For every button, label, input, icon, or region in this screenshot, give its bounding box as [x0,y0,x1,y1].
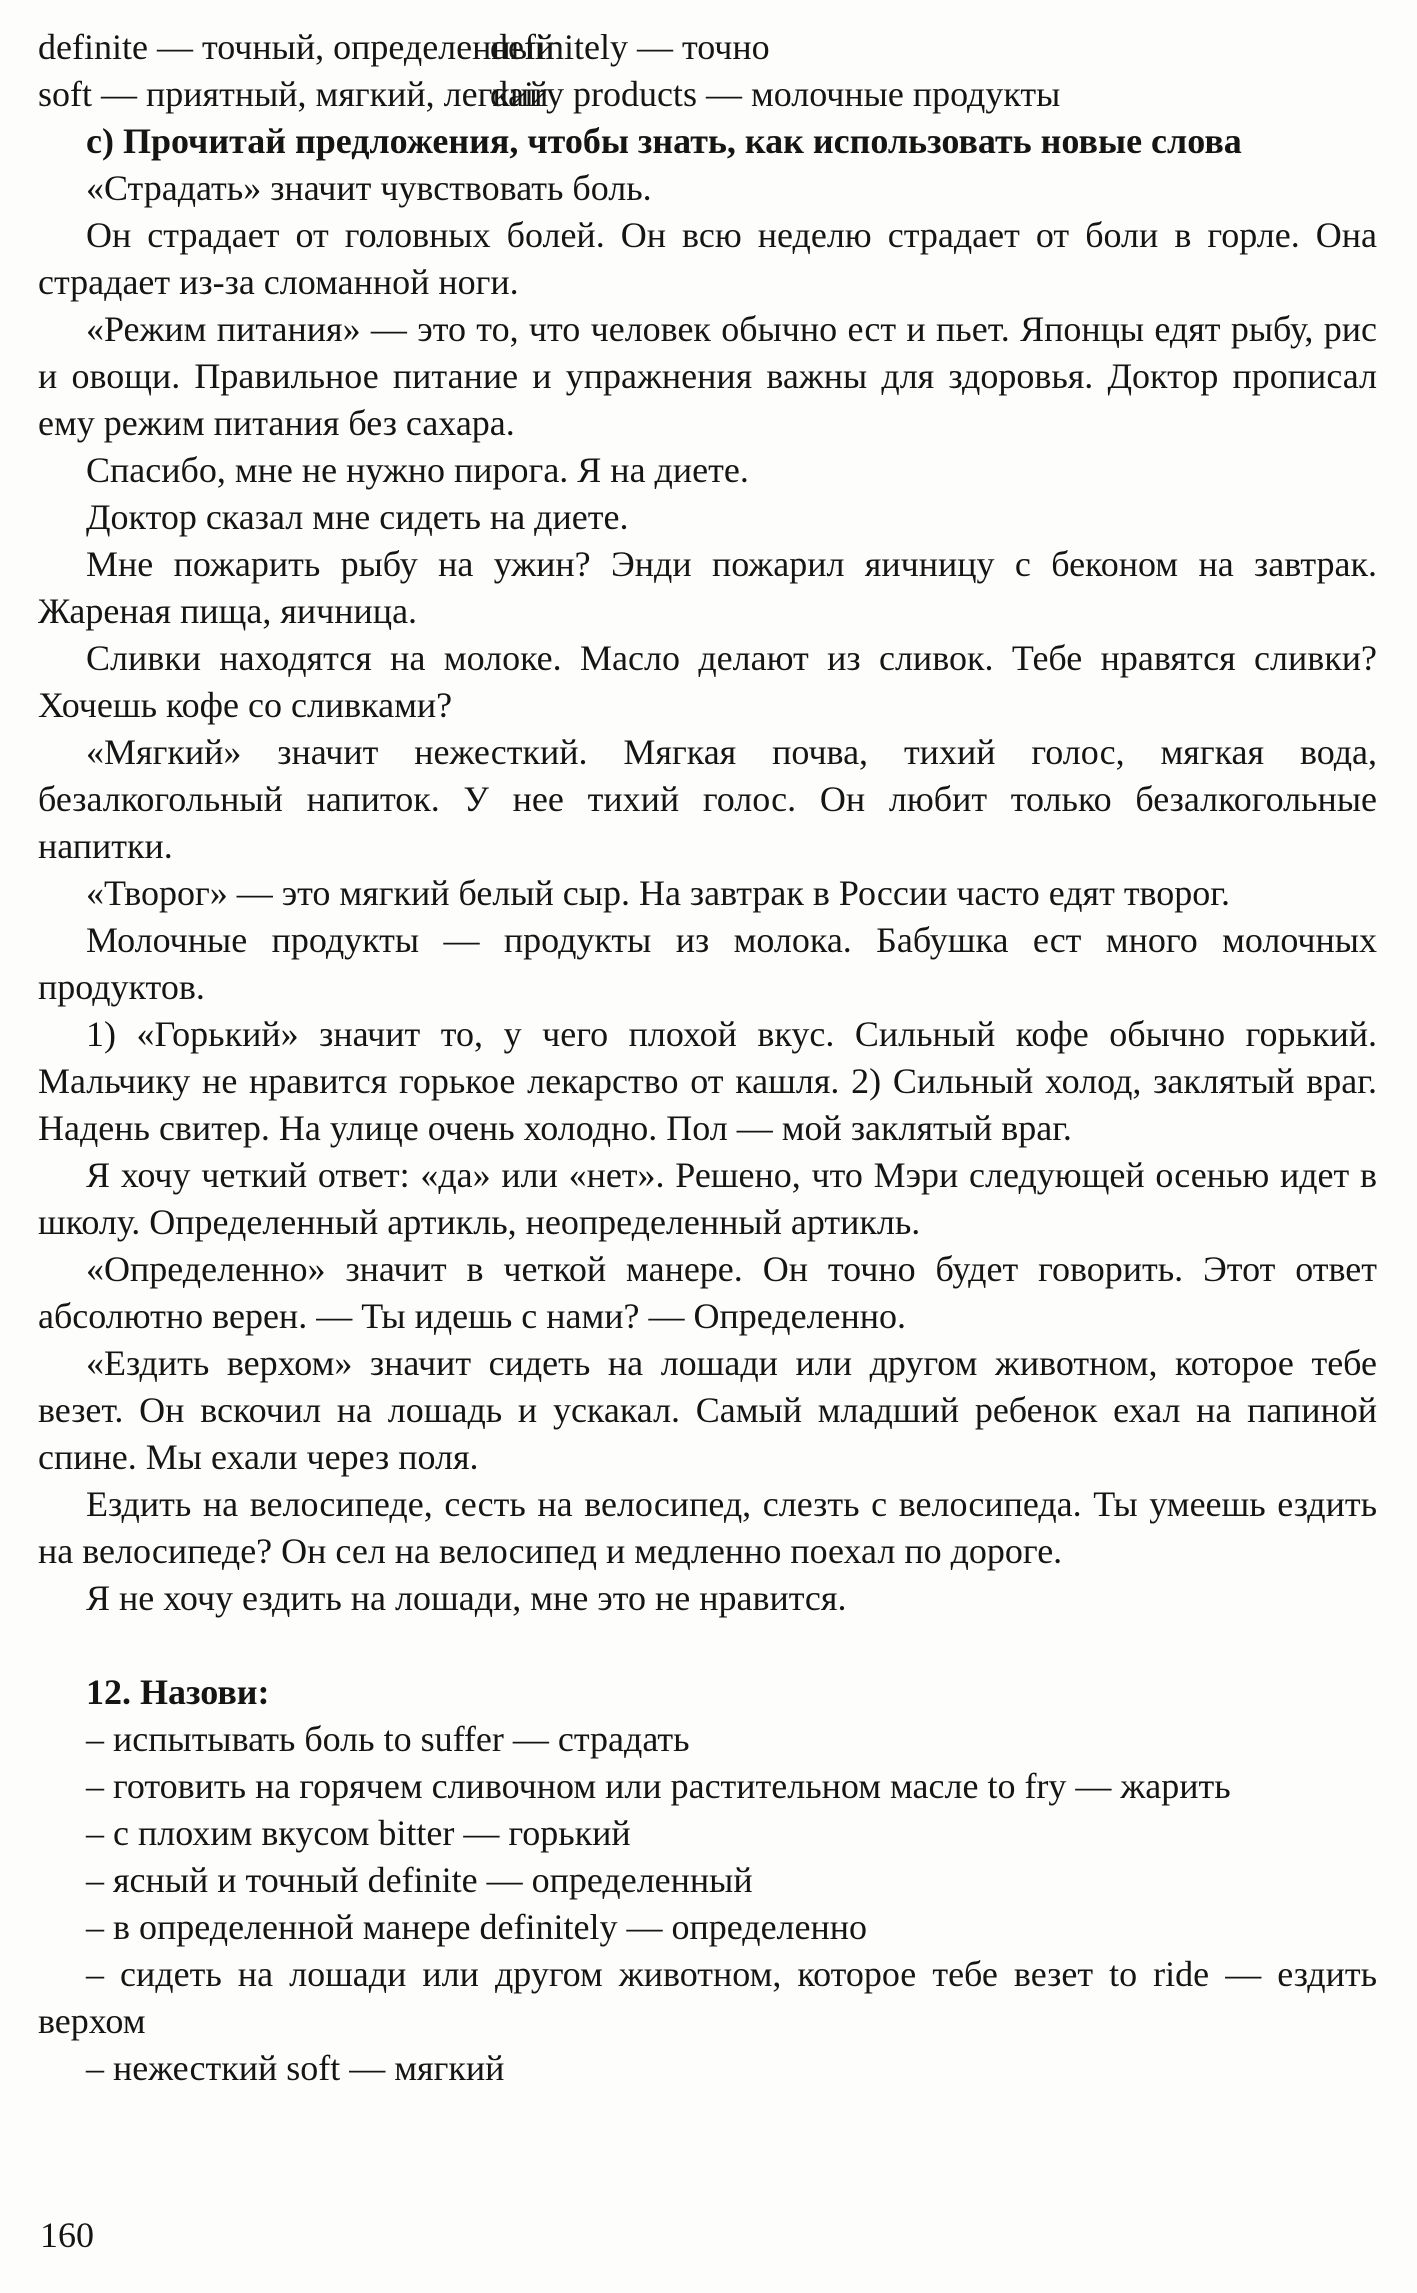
vocab-row [38,24,1377,71]
exercise-item: – испытывать боль to suffer — страдать [86,1719,690,1759]
vocab-list [38,24,1377,118]
paragraph: «Страдать» значит чувствовать боль. [86,168,652,208]
paragraph: 1) «Горький» значит то, у чего плохой вкус. Сильный кофе обычно горький. Мальчику не нравится горькое лекарство от кашля. 2) Сильный холод, заклятый враг. Надень свитер. На улице очень холодно. Пол — мой заклятый враг. [38,1014,1377,1148]
paragraph: «Определенно» значит в четкой манере. Он точно будет говорить. Этот ответ абсолютно верен. — Ты идешь с нами? — Определенно. [38,1249,1377,1336]
exercise-item: – в определенной манере definitely — определенно [86,1907,868,1947]
section-c-heading: с) Прочитай предложения, чтобы знать, как использовать новые слова [86,121,1242,161]
vocab-entry-definitely: definitely — точно [490,27,770,67]
vocab-entry-definite: definite — точный, определенный [38,27,555,67]
paragraph: Я хочу четкий ответ: «да» или «нет». Решено, что Мэри следующей осенью идет в школу. Определенный артикль, неопределенный артикль. [38,1155,1377,1242]
paragraph: Сливки находятся на молоке. Масло делают из сливок. Тебе нравятся сливки? Хочешь кофе со сливками? [38,638,1377,725]
vocab-entry-dairy-products: dairy products — молочные продукты [490,74,1061,114]
paragraph: Мне пожарить рыбу на ужин? Энди пожарил яичницу с беконом на завтрак. Жареная пища, яичница. [38,544,1377,631]
vocab-row [38,71,1377,118]
paragraph: Я не хочу ездить на лошади, мне это не нравится. [86,1578,847,1618]
paragraph: «Творог» — это мягкий белый сыр. На завтрак в России часто едят творог. [86,873,1231,913]
paragraph: Молочные продукты — продукты из молока. Бабушка ест много молочных продуктов. [38,920,1377,1007]
paragraph: Он страдает от головных болей. Он всю неделю страдает от боли в горле. Она страдает из-за сломанной ноги. [38,215,1377,302]
page-number: 160 [40,2215,94,2255]
exercise-item: – ясный и точный definite — определенный [86,1860,753,1900]
paragraph: Доктор сказал мне сидеть на диете. [86,497,629,537]
exercise-item: – готовить на горячем сливочном или растительном масле to fry — жарить [86,1766,1231,1806]
exercise-item: – нежесткий soft — мягкий [86,2048,505,2088]
paragraph: «Мягкий» значит нежесткий. Мягкая почва, тихий голос, мягкая вода, безалкогольный напиток. У нее тихий голос. Он любит только безалкогольные напитки. [38,732,1377,866]
paragraph: Ездить на велосипеде, сесть на велосипед, слезть с велосипеда. Ты умеешь ездить на велосипеде? Он сел на велосипед и медленно поехал по дороге. [38,1484,1377,1571]
exercise-12-heading: 12. Назови: [86,1672,270,1712]
paragraph: Спасибо, мне не нужно пирога. Я на диете. [86,450,749,490]
paragraph: «Режим питания» — это то, что человек обычно ест и пьет. Японцы едят рыбу, рис и овощи. Правильное питание и упражнения важны для здоровья. Доктор прописал ему режим питания без сахара. [38,309,1377,443]
exercise-item: – с плохим вкусом bitter — горький [86,1813,631,1853]
paragraph: «Ездить верхом» значит сидеть на лошади или другом животном, которое тебе везет. Он вскочил на лошадь и ускакал. Самый младший ребенок ехал на папиной спине. Мы ехали через поля. [38,1343,1377,1477]
vocab-entry-soft: soft — приятный, мягкий, легкий [38,74,549,114]
exercise-item: – сидеть на лошади или другом животном, которое тебе везет to ride — ездить верхом [38,1954,1377,2041]
